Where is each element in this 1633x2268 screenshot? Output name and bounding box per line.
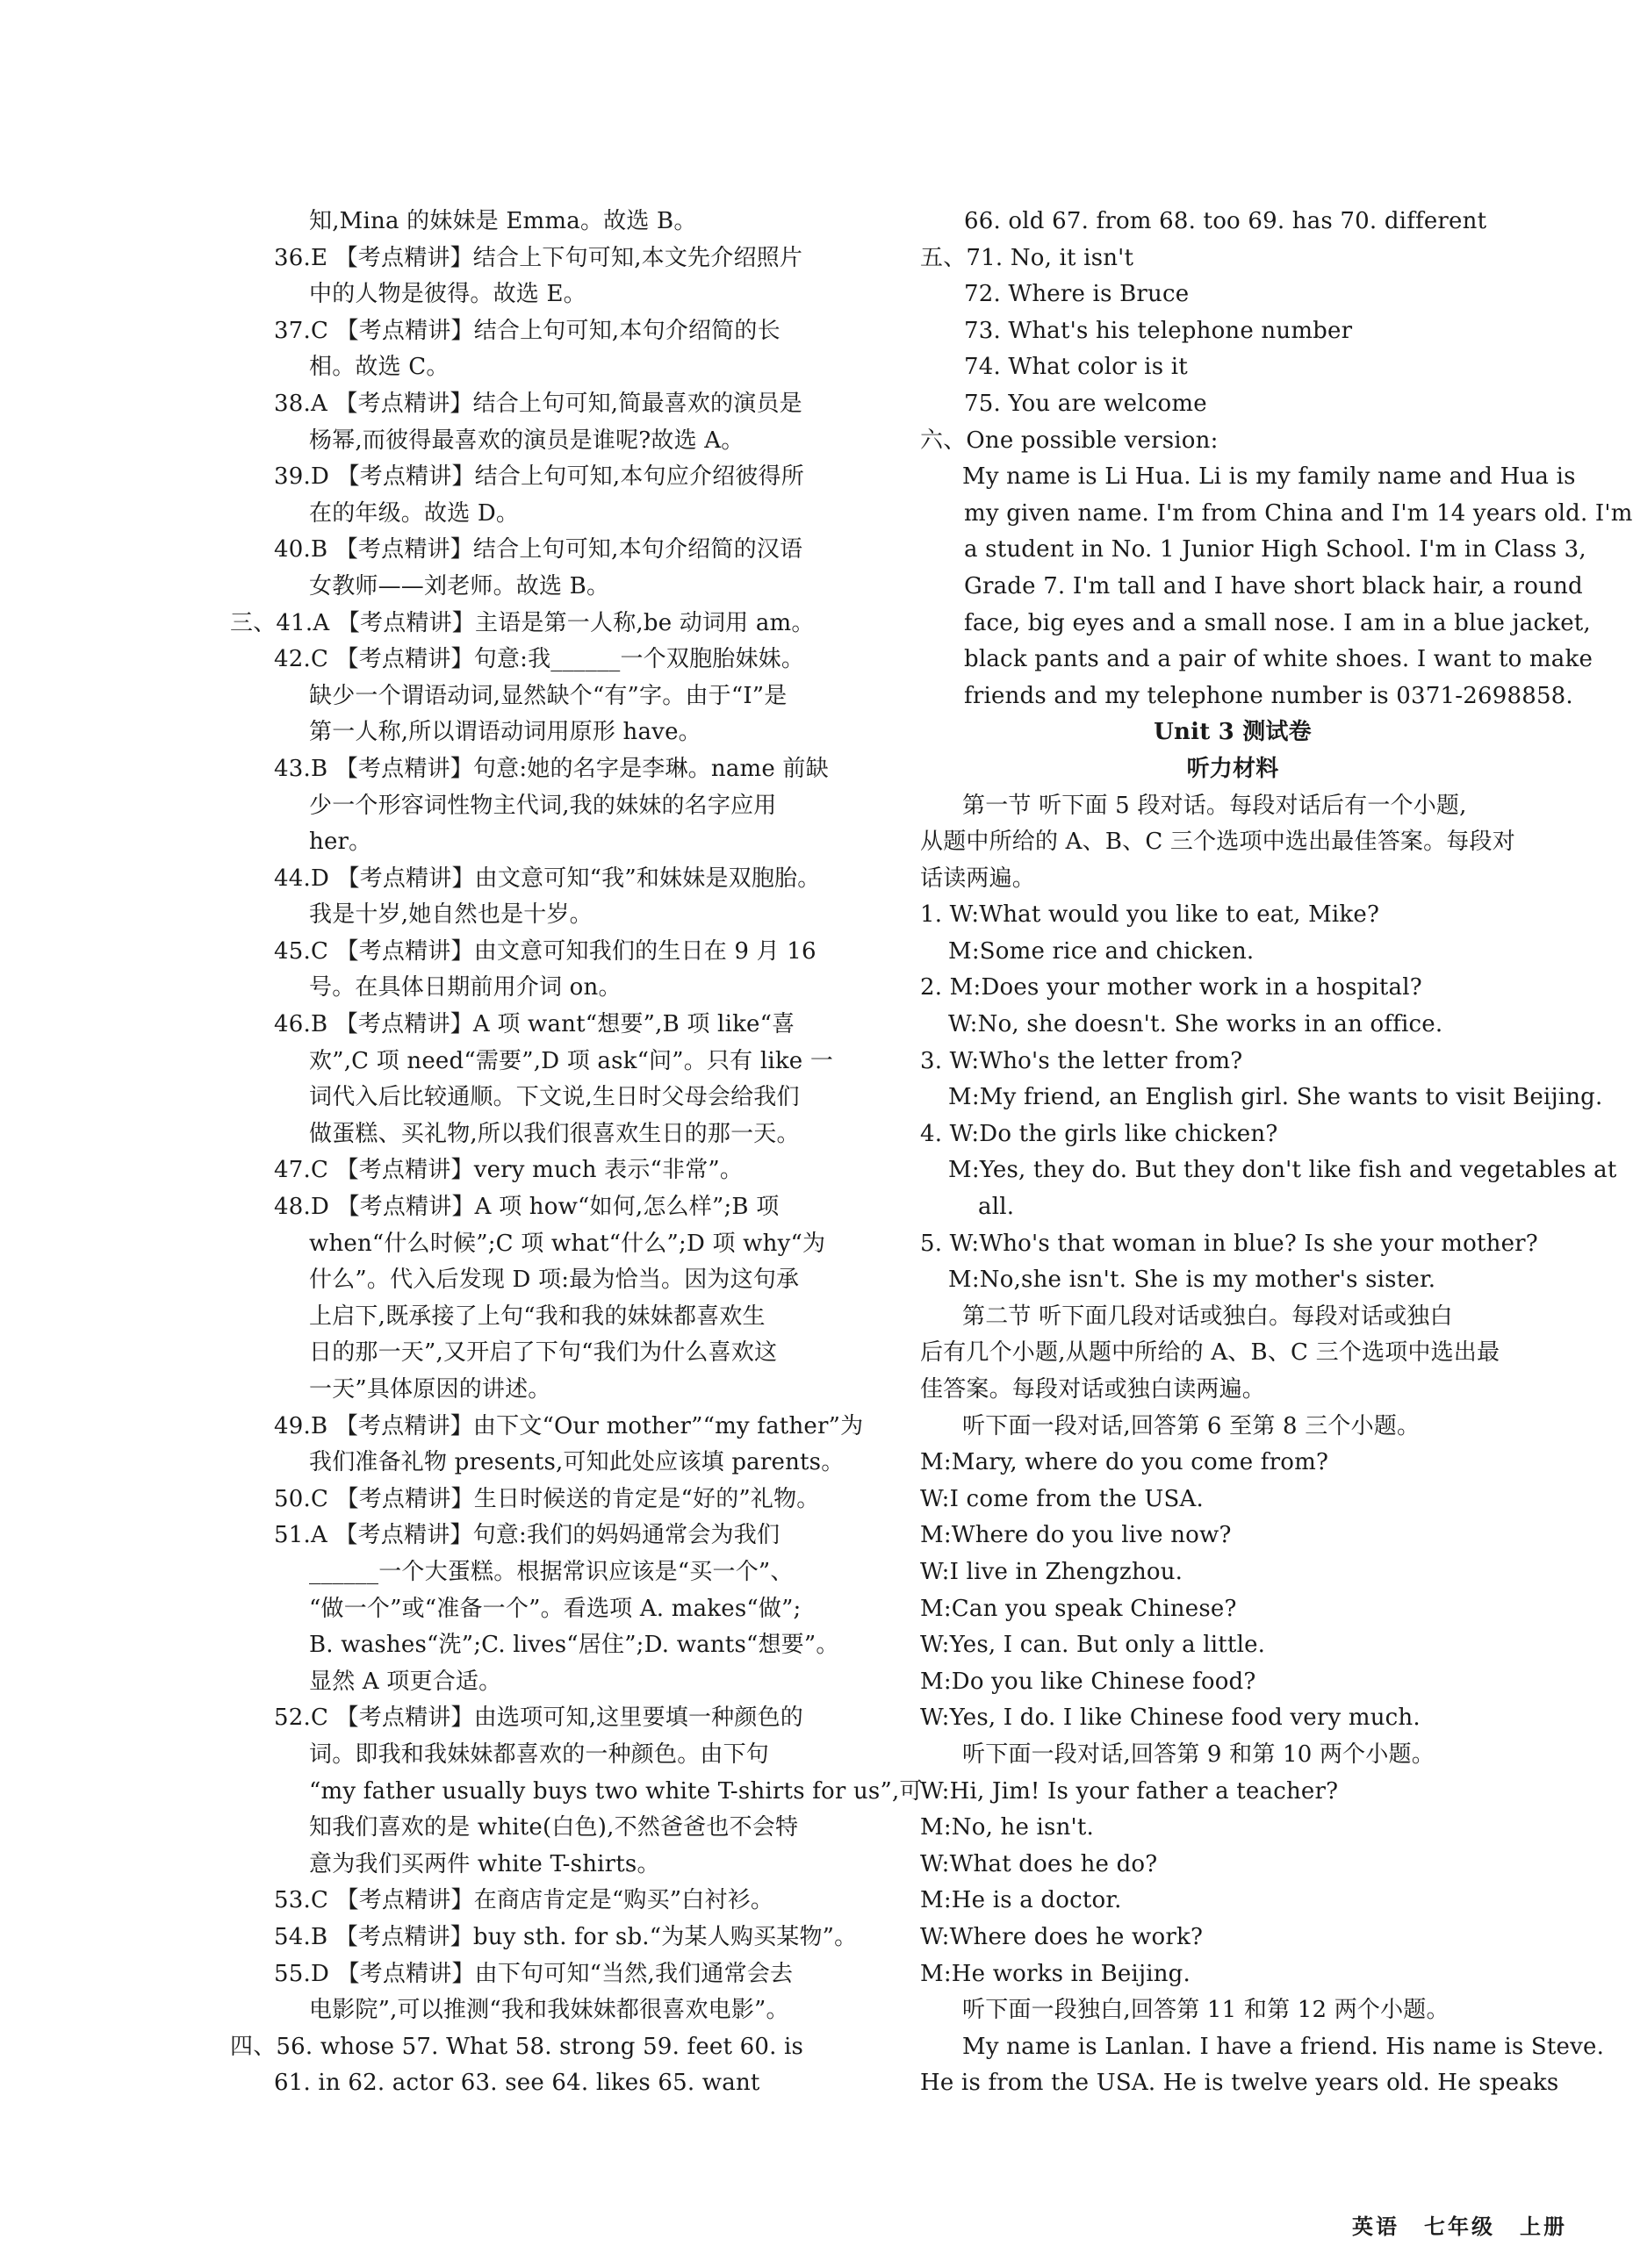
left-column-line: 第一人称,所以谓语动词用原形 have。 (309, 719, 701, 746)
right-column-line: Unit 3 测试卷 (1154, 719, 1312, 746)
right-column-line: W:I come from the USA. (920, 1485, 1204, 1512)
right-column-line: all. (978, 1194, 1015, 1221)
left-column-line: 我们准备礼物 presents,可知此处应该填 parents。 (309, 1449, 845, 1476)
left-column-line: 50.C 【考点精讲】生日时候送的肯定是“好的”礼物。 (274, 1485, 820, 1512)
left-column-line: 49.B 【考点精讲】由下文“Our mother”“my father”为 (274, 1412, 864, 1439)
right-column-line: M:My friend, an English girl. She wants to visit Beijing. (948, 1084, 1603, 1111)
right-column-line: friends and my telephone number is 0371-2698858. (964, 682, 1573, 709)
left-column-line: 意为我们买两件 white T-shirts。 (309, 1850, 660, 1877)
right-column-line: M:Some rice and chicken. (948, 937, 1255, 965)
left-column-line: 我是十岁,她自然也是十岁。 (309, 901, 593, 929)
right-column-line: Grade 7. I'm tall and I have short black hair, a round (964, 572, 1583, 599)
right-column-line: M:No, he isn't. (920, 1814, 1094, 1841)
right-column-line: M:Can you speak Chinese? (920, 1595, 1237, 1622)
right-column-line: M:He is a doctor. (920, 1887, 1122, 1914)
left-column-line: 四、56. whose 57. What 58. strong 59. feet 60. is (230, 2033, 804, 2060)
left-column-line: ______一个大蛋糕。根据常识应该是“买一个”、 (309, 1558, 794, 1585)
left-column-line: 三、41.A 【考点精讲】主语是第一人称,be 动词用 am。 (230, 609, 815, 636)
right-column-line: 佳答案。每段对话或独白读两遍。 (920, 1376, 1266, 1403)
right-column-line: 66. old 67. from 68. too 69. has 70. different (964, 208, 1487, 234)
left-column-line: 号。在具体日期前用介词 on。 (309, 974, 622, 1001)
left-column-line: 显然 A 项更合适。 (309, 1668, 502, 1695)
left-column-line: 51.A 【考点精讲】句意:我们的妈妈通常会为我们 (274, 1522, 781, 1549)
page-footer (1352, 2209, 1567, 2240)
right-column-line: M:No,she isn't. She is my mother's sister. (948, 1267, 1436, 1294)
right-column-line: 听下面一段独白,回答第 11 和第 12 两个小题。 (962, 1997, 1450, 2024)
right-column-line: My name is Li Hua. Li is my family name and Hua is (962, 463, 1576, 491)
left-column-line: 61. in 62. actor 63. see 64. likes 65. want (274, 2070, 760, 2097)
left-column-line: 53.C 【考点精讲】在商店肯定是“购买”白衬衫。 (274, 1887, 774, 1914)
right-column-line: 4. W:Do the girls like chicken? (920, 1120, 1278, 1147)
left-column (230, 204, 923, 2102)
left-column-line: 在的年级。故选 D。 (309, 499, 520, 527)
left-column-line: 42.C 【考点精讲】句意:我______一个双胞胎妹妹。 (274, 646, 805, 673)
left-column-line: 电影院”,可以推测“我和我妹妹都很喜欢电影”。 (309, 1997, 789, 2024)
left-column-line: 上启下,既承接了上句“我和我的妹妹都喜欢生 (309, 1303, 766, 1330)
right-column-line: M:Where do you live now? (920, 1522, 1232, 1549)
right-column-line: 听下面一段对话,回答第 9 和第 10 两个小题。 (962, 1740, 1435, 1768)
right-column-line: M:Do you like Chinese food? (920, 1668, 1256, 1695)
left-column-line: 词代入后比较通顺。下文说,生日时父母会给我们 (309, 1084, 800, 1111)
right-column-line: W:I live in Zhengzhou. (920, 1558, 1183, 1585)
left-column-line: 一天”具体原因的讲述。 (309, 1376, 551, 1403)
right-column-line: 第二节 听下面几段对话或独白。每段对话或独白 (962, 1303, 1453, 1330)
left-column-line: 做蛋糕、买礼物,所以我们很喜欢生日的那一天。 (309, 1120, 800, 1147)
right-column-line: 第一节 听下面 5 段对话。每段对话后有一个小题, (962, 792, 1467, 819)
left-column-line: her。 (309, 829, 372, 856)
right-column-line: 从题中所给的 A、B、C 三个选项中选出最佳答案。每段对 (920, 829, 1515, 856)
right-column-line: M:Mary, where do you come from? (920, 1449, 1329, 1476)
right-column-line: M:He works in Beijing. (920, 1960, 1191, 1987)
right-column-line: 75. You are welcome (964, 390, 1207, 417)
left-column-line: “my father usually buys two white T-shirts for us”,可 (309, 1777, 923, 1805)
left-column-line: 47.C 【考点精讲】very much 表示“非常”。 (274, 1157, 744, 1184)
left-column-line: 缺少一个谓语动词,显然缺个“有”字。由于“I”是 (309, 682, 788, 709)
left-column-line: 36.E 【考点精讲】结合上下句可知,本文先介绍照片 (274, 244, 803, 271)
left-column-line: 40.B 【考点精讲】结合上句可知,本句介绍简的汉语 (274, 536, 803, 563)
left-column-line: 词。即我和我妹妹都喜欢的一种颜色。由下句 (309, 1740, 770, 1768)
left-column-line: 中的人物是彼得。故选 E。 (309, 281, 586, 308)
right-column-line: W:Yes, I do. I like Chinese food very much. (920, 1705, 1421, 1732)
left-column-line: 什么”。代入后发现 D 项:最为恰当。因为这句承 (309, 1267, 800, 1294)
left-column-line: 43.B 【考点精讲】句意:她的名字是李琳。name 前缺 (274, 755, 829, 782)
left-column-line: 杨幂,而彼得最喜欢的演员是谁呢?故选 A。 (309, 427, 745, 454)
left-column-line: 45.C 【考点精讲】由文意可知我们的生日在 9 月 16 (274, 937, 816, 965)
left-column-line: B. washes“洗”;C. lives“居住”;D. wants“想要”。 (309, 1632, 839, 1659)
left-column-line: 39.D 【考点精讲】结合上句可知,本句应介绍彼得所 (274, 463, 804, 491)
left-column-line: 女教师——刘老师。故选 B。 (309, 572, 610, 599)
right-column-line: 话读两遍。 (920, 865, 1036, 892)
left-column-line: 38.A 【考点精讲】结合上句可知,简最喜欢的演员是 (274, 390, 802, 417)
left-column-line: “做一个”或“准备一个”。看选项 A. makes“做”; (309, 1595, 802, 1622)
left-column-line: 44.D 【考点精讲】由文意可知“我”和妹妹是双胞胎。 (274, 865, 821, 892)
right-column-line: a student in No. 1 Junior High School. I'm in Class 3, (964, 536, 1586, 563)
right-column-line: M:Yes, they do. But they don't like fish and vegetables at (948, 1157, 1617, 1184)
footer-grade: 七年级 (1424, 2214, 1495, 2239)
right-column-line: 74. What color is it (964, 354, 1188, 381)
right-column-line: W:Hi, Jim! Is your father a teacher? (920, 1777, 1339, 1805)
right-column-line: W:Yes, I can. But only a little. (920, 1632, 1266, 1659)
right-column-line: 3. W:Who's the letter from? (920, 1047, 1243, 1074)
left-column-line: 欢”,C 项 need“需要”,D 项 ask“问”。只有 like 一 (309, 1047, 834, 1074)
right-column-line: My name is Lanlan. I have a friend. His name is Steve. (962, 2033, 1605, 2060)
right-column-line: face, big eyes and a small nose. I am in a blue jacket, (964, 609, 1591, 636)
right-column-line: 五、71. No, it isn't (920, 244, 1134, 271)
left-column-line: 知,Mina 的妹妹是 Emma。故选 B。 (309, 208, 697, 234)
left-column-line: 知我们喜欢的是 white(白色),不然爸爸也不会特 (309, 1814, 799, 1841)
right-column-line: 六、One possible version: (920, 427, 1219, 454)
left-column-line: 日的那一天”,又开启了下句“我们为什么喜欢这 (309, 1339, 778, 1367)
right-column-line: 听下面一段对话,回答第 6 至第 8 三个小题。 (962, 1412, 1421, 1439)
right-column-line: my given name. I'm from China and I'm 14 years old. I'm (964, 499, 1633, 527)
right-column-line: 听力材料 (1186, 755, 1279, 782)
left-column-line: 少一个形容词性物主代词,我的妹妹的名字应用 (309, 792, 777, 819)
right-column-line: He is from the USA. He is twelve years old. He speaks (920, 2070, 1559, 2097)
left-column-line: 54.B 【考点精讲】buy sth. for sb.“为某人购买某物”。 (274, 1923, 858, 1950)
right-column-line: 后有几个小题,从题中所给的 A、B、C 三个选项中选出最 (920, 1339, 1500, 1367)
right-column (920, 204, 1633, 2102)
left-column-line: 55.D 【考点精讲】由下句可知“当然,我们通常会去 (274, 1960, 794, 1987)
footer-volume: 上册 (1520, 2214, 1567, 2239)
right-column-line: black pants and a pair of white shoes. I want to make (964, 646, 1593, 673)
right-column-line: W:What does he do? (920, 1850, 1158, 1877)
left-column-line: 37.C 【考点精讲】结合上句可知,本句介绍简的长 (274, 317, 781, 344)
left-column-line: 48.D 【考点精讲】A 项 how“如何,怎么样”;B 项 (274, 1194, 780, 1221)
left-column-line: 46.B 【考点精讲】A 项 want“想要”,B 项 like“喜 (274, 1011, 795, 1038)
footer-subject: 英语 (1352, 2214, 1399, 2239)
right-column-line: W:No, she doesn't. She works in an office. (948, 1011, 1443, 1038)
right-column-line: 73. What's his telephone number (964, 317, 1353, 344)
left-column-line: 相。故选 C。 (309, 354, 450, 381)
left-column-line: 52.C 【考点精讲】由选项可知,这里要填一种颜色的 (274, 1705, 803, 1732)
right-column-line: 72. Where is Bruce (964, 281, 1190, 308)
right-column-line: W:Where does he work? (920, 1923, 1204, 1950)
left-column-line: when“什么时候”;C 项 what“什么”;D 项 why“为 (309, 1230, 826, 1257)
right-column-line: 1. W:What would you like to eat, Mike? (920, 901, 1380, 929)
right-column-line: 2. M:Does your mother work in a hospital? (920, 974, 1422, 1001)
right-column-line: 5. W:Who's that woman in blue? Is she your mother? (920, 1230, 1538, 1257)
